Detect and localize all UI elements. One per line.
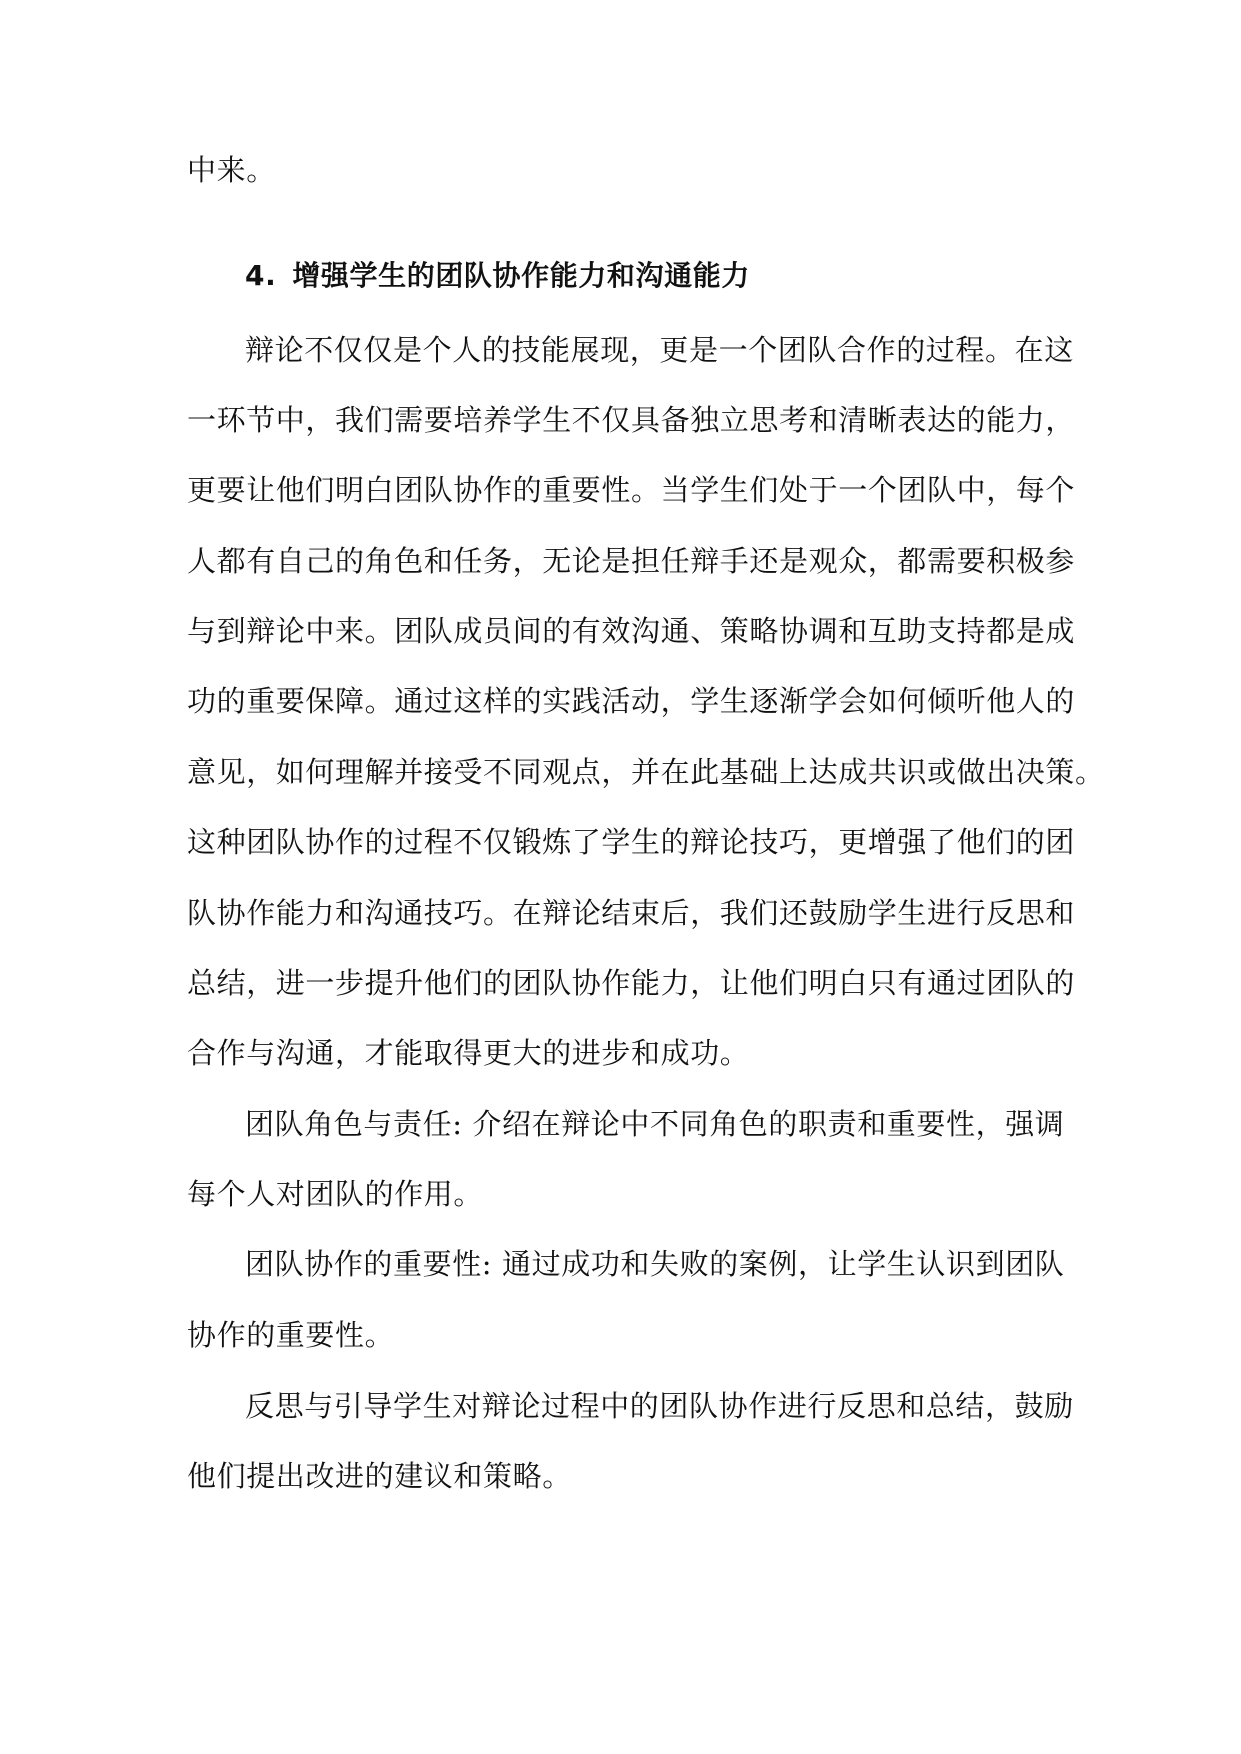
- paragraph-2-line: 每个人对团队的作用。: [187, 1177, 484, 1211]
- paragraph-1-line: 意见，如何理解并接受不同观点，并在此基础上达成共识或做出决策。: [187, 755, 1105, 789]
- paragraph-1-line: 队协作能力和沟通技巧。在辩论结束后，我们还鼓励学生进行反思和: [187, 896, 1076, 930]
- paragraph-1-line: 更要让他们明白团队协作的重要性。当学生们处于一个团队中，每个: [187, 473, 1076, 507]
- paragraph-1-line: 辩论不仅仅是个人的技能展现，更是一个团队合作的过程。在这: [245, 333, 1074, 367]
- paragraph-1-line: 人都有自己的角色和任务，无论是担任辩手还是观众，都需要积极参: [187, 544, 1076, 578]
- section-title: 增强学生的团队协作能力和沟通能力: [292, 259, 750, 292]
- paragraph-4-line: 反思与引导学生对辩论过程中的团队协作进行反思和总结，鼓励: [245, 1389, 1074, 1423]
- paragraph-1-line: 与到辩论中来。团队成员间的有效沟通、策略协调和互助支持都是成: [187, 614, 1076, 648]
- paragraph-4-line: 他们提出改进的建议和策略。: [187, 1459, 572, 1493]
- paragraph-1-line: 合作与沟通，才能取得更大的进步和成功。: [187, 1036, 750, 1070]
- paragraph-3-line: 团队协作的重要性: 通过成功和失败的案例，让学生认识到团队: [245, 1247, 1065, 1281]
- section-number: 4.: [245, 259, 277, 292]
- paragraph-2-line: 团队角色与责任: 介绍在辩论中不同角色的职责和重要性，强调: [245, 1107, 1065, 1141]
- paragraph-1-line: 总结，进一步提升他们的团队协作能力，让他们明白只有通过团队的: [187, 966, 1076, 1000]
- section-heading: [245, 256, 750, 296]
- paragraph-3-line: 协作的重要性。: [187, 1318, 395, 1352]
- paragraph-1-line: 这种团队协作的过程不仅锻炼了学生的辩论技巧，更增强了他们的团: [187, 825, 1076, 859]
- paragraph-1-line: 功的重要保障。通过这样的实践活动，学生逐渐学会如何倾听他人的: [187, 684, 1076, 718]
- paragraph-1-line: 一环节中，我们需要培养学生不仅具备独立思考和清晰表达的能力，: [187, 403, 1076, 437]
- carryover-text: 中来。: [187, 153, 276, 187]
